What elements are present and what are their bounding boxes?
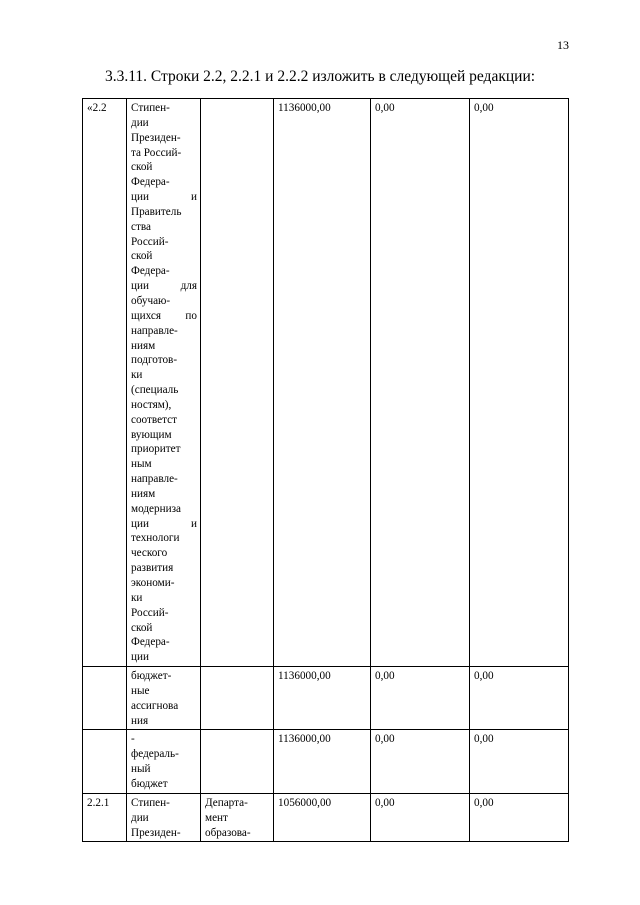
name-line: ный [131, 763, 151, 776]
name-line: ческого [131, 547, 168, 560]
name-line: та Россий- [131, 146, 182, 159]
amount-cell-v3: 0,00 [470, 99, 569, 667]
table-row [83, 730, 569, 793]
amount-cell-v3: 0,00 [470, 793, 569, 842]
row-name-cell [127, 667, 201, 730]
name-line: Стипен- [131, 102, 170, 114]
amount-cell-v1: 1056000,00 [274, 793, 371, 842]
amount-cell-v3: 0,00 [470, 667, 569, 730]
row-executor-cell [201, 793, 274, 842]
amount-cell-v1: 1136000,00 [274, 667, 371, 730]
name-line: Правитель [131, 205, 182, 218]
name-line: модерниза [131, 502, 181, 515]
name-line: ниям [131, 339, 156, 352]
row-name-cell [127, 730, 201, 793]
executor-line: Департа- [205, 796, 248, 809]
row-executor-cell [201, 99, 274, 667]
page-number: 13 [557, 38, 569, 52]
name-line: дии [131, 116, 149, 129]
table-row [83, 99, 569, 667]
table-row [83, 793, 569, 842]
name-line: щихся по [131, 309, 197, 322]
name-line: бюджет- [131, 670, 172, 683]
name-line: направле- [131, 473, 178, 486]
row-executor-cell [201, 730, 274, 793]
name-line: ки [131, 591, 143, 604]
name-line: федераль- [131, 748, 179, 761]
name-line: Россий- [131, 235, 169, 248]
name-line: ным [131, 458, 152, 471]
name-line: Стипен- [131, 796, 170, 809]
name-line: ные [131, 684, 150, 697]
name-line: развития [131, 562, 174, 575]
executor-line: образова- [205, 826, 251, 839]
row-code-cell [83, 667, 127, 730]
name-line: Президен- [131, 826, 181, 839]
amount-cell-v1: 1136000,00 [274, 99, 371, 667]
amount-cell-v2: 0,00 [371, 793, 470, 842]
name-line: ассигнова [131, 699, 179, 712]
name-line: вующим [131, 428, 172, 441]
row-code-cell [83, 730, 127, 793]
name-line: Федера- [131, 265, 170, 278]
name-line: обучаю- [131, 294, 171, 307]
name-line: направле- [131, 324, 178, 337]
name-line: ностям), [131, 398, 172, 411]
row-code-cell: «2.2 [83, 99, 127, 667]
name-line: (специаль [131, 384, 179, 397]
name-line: Федера- [131, 636, 170, 649]
amount-cell-v1: 1136000,00 [274, 730, 371, 793]
name-line: ской [131, 250, 153, 263]
name-line: ства [131, 220, 151, 233]
name-line: ции и [131, 191, 197, 204]
amount-cell-v2: 0,00 [371, 667, 470, 730]
name-line: ции [131, 651, 149, 664]
name-line: ской [131, 161, 153, 174]
executor-line: мент [205, 811, 228, 824]
name-line: ции и [131, 517, 197, 530]
name-line: Россий- [131, 606, 169, 619]
name-line: бюджет [131, 777, 168, 790]
amount-cell-v2: 0,00 [371, 99, 470, 667]
name-line: Президен- [131, 131, 181, 144]
name-line: Федера- [131, 176, 170, 189]
name-line: ния [131, 714, 149, 727]
name-line: ниям [131, 487, 156, 500]
row-name-cell [127, 793, 201, 842]
name-line: приоритет [131, 443, 181, 456]
row-name-cell [127, 99, 201, 667]
name-line: подготов- [131, 354, 178, 367]
name-line: - [131, 733, 135, 746]
name-line: экономи- [131, 577, 175, 589]
name-line: ции для [131, 280, 197, 293]
section-heading: 3.3.11. Строки 2.2, 2.2.1 и 2.2.2 изложить в следующей редакции: [104, 68, 536, 85]
row-executor-cell [201, 667, 274, 730]
amount-cell-v3: 0,00 [470, 730, 569, 793]
name-line: дии [131, 811, 149, 824]
name-line: технологи [131, 532, 180, 545]
name-line: ки [131, 369, 143, 382]
amount-cell-v2: 0,00 [371, 730, 470, 793]
budget-table [82, 98, 569, 842]
name-line: ской [131, 621, 153, 634]
table-row [83, 667, 569, 730]
row-code-cell: 2.2.1 [83, 793, 127, 842]
name-line: соответст [131, 413, 177, 426]
